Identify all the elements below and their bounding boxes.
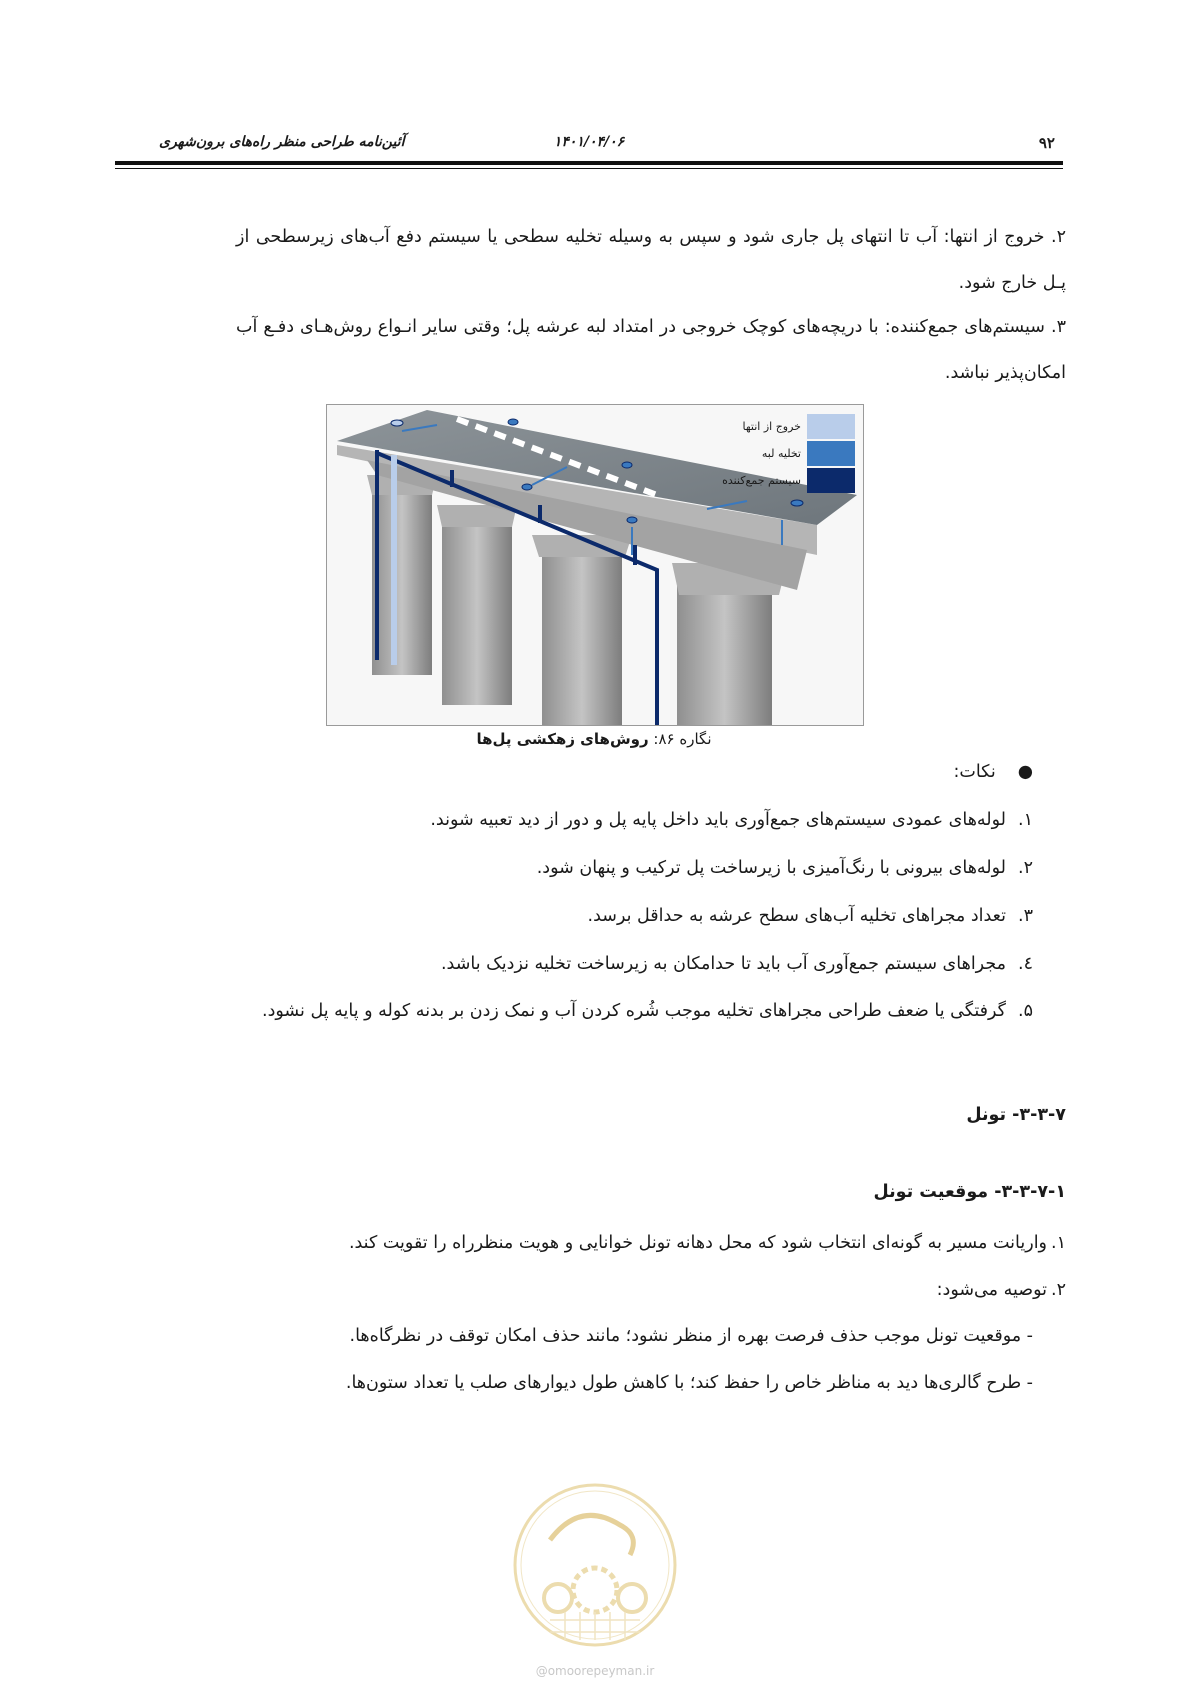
- figure-legend: [722, 413, 855, 494]
- dash-item: - طرح گالری‌ها دید به مناظر خاص را حفظ کند؛ با کاهش طول دیوارهای صلب یا تعداد ستون‌ها.: [345, 1373, 1033, 1393]
- figure-caption: نگاره ۸۶: روش‌های زهکشی پل‌ها: [476, 730, 712, 748]
- list-item: ۲.توصیه می‌شود:: [936, 1280, 1066, 1300]
- list-item: ۳. سیستم‌های جمع‌کننده: با دریچه‌های کوچک خروجی در امتداد لبه عرشه پل؛ وقتی سایر انـواع روش‌هـای دفـع آب امکان‌پذیر نباشد.: [236, 317, 1066, 383]
- watermark-text: @omoorepeyman.ir: [535, 1664, 655, 1678]
- legend-item: سیستم جمع‌کننده: [722, 467, 855, 494]
- list-item: ۱.لوله‌های عمودی سیستم‌های جمع‌آوری باید داخل پایه پل و دور از دید تعبیه شوند.: [430, 810, 1033, 830]
- legend-item: تخلیه لبه: [722, 440, 855, 467]
- list-item: ٤.مجراهای سیستم جمع‌آوری آب باید تا حدامکان به زیرساخت تخلیه نزدیک باشد.: [440, 954, 1033, 974]
- legend-swatch: [807, 441, 855, 466]
- watermark-logo-icon: [510, 1480, 680, 1650]
- bullet-icon: ●: [1017, 762, 1033, 782]
- legend-swatch: [807, 414, 855, 439]
- list-item: ۵.گرفتگی یا ضعف طراحی مجراهای تخلیه موجب شُره کردن آب و نمک زدن بر بدنه کوله و پایه پل نشود.: [262, 1001, 1033, 1021]
- page-number: ۹۲: [1038, 134, 1055, 152]
- header-rule-thick: [115, 161, 1063, 165]
- notes-label: ●نکات:: [953, 762, 1033, 782]
- section-heading: ۳-۳-۷- تونل: [966, 1105, 1066, 1125]
- legend-item: خروج از انتها: [722, 413, 855, 440]
- list-item: ۲.لوله‌های بیرونی با رنگ‌آمیزی با زیرساخت پل ترکیب و پنهان شود.: [536, 858, 1033, 878]
- page-header: [115, 126, 1063, 156]
- header-title: آئین‌نامه طراحی منظر راه‌های برون‌شهری: [159, 134, 405, 150]
- subsection-heading: ۳-۳-۷-۱- موقعیت تونل: [873, 1182, 1066, 1202]
- bridge-drainage-figure: [326, 404, 864, 726]
- list-item: ۲. خروج از انتها: آب تا انتهای پل جاری شود و سپس به وسیله تخلیه سطحی یا سیستم دفع آب‌های زیرسطحی از پـل خارج شود.: [236, 227, 1066, 293]
- header-date: ۱۴۰۱/۰۴/۰۶: [553, 134, 625, 150]
- legend-swatch: [807, 468, 855, 493]
- header-rule-thin: [115, 168, 1063, 169]
- dash-item: - موقعیت تونل موجب حذف فرصت بهره از منظر نشود؛ مانند حذف امکان توقف در نظرگاه‌ها.: [349, 1326, 1033, 1346]
- list-item: ۱.واریانت مسیر به گونه‌ای انتخاب شود که محل دهانه تونل خوانایی و هویت منظرراه را تقویت کند.: [348, 1233, 1066, 1253]
- list-item: ۳.تعداد مجراهای تخلیه آب‌های سطح عرشه به حداقل برسد.: [587, 906, 1033, 926]
